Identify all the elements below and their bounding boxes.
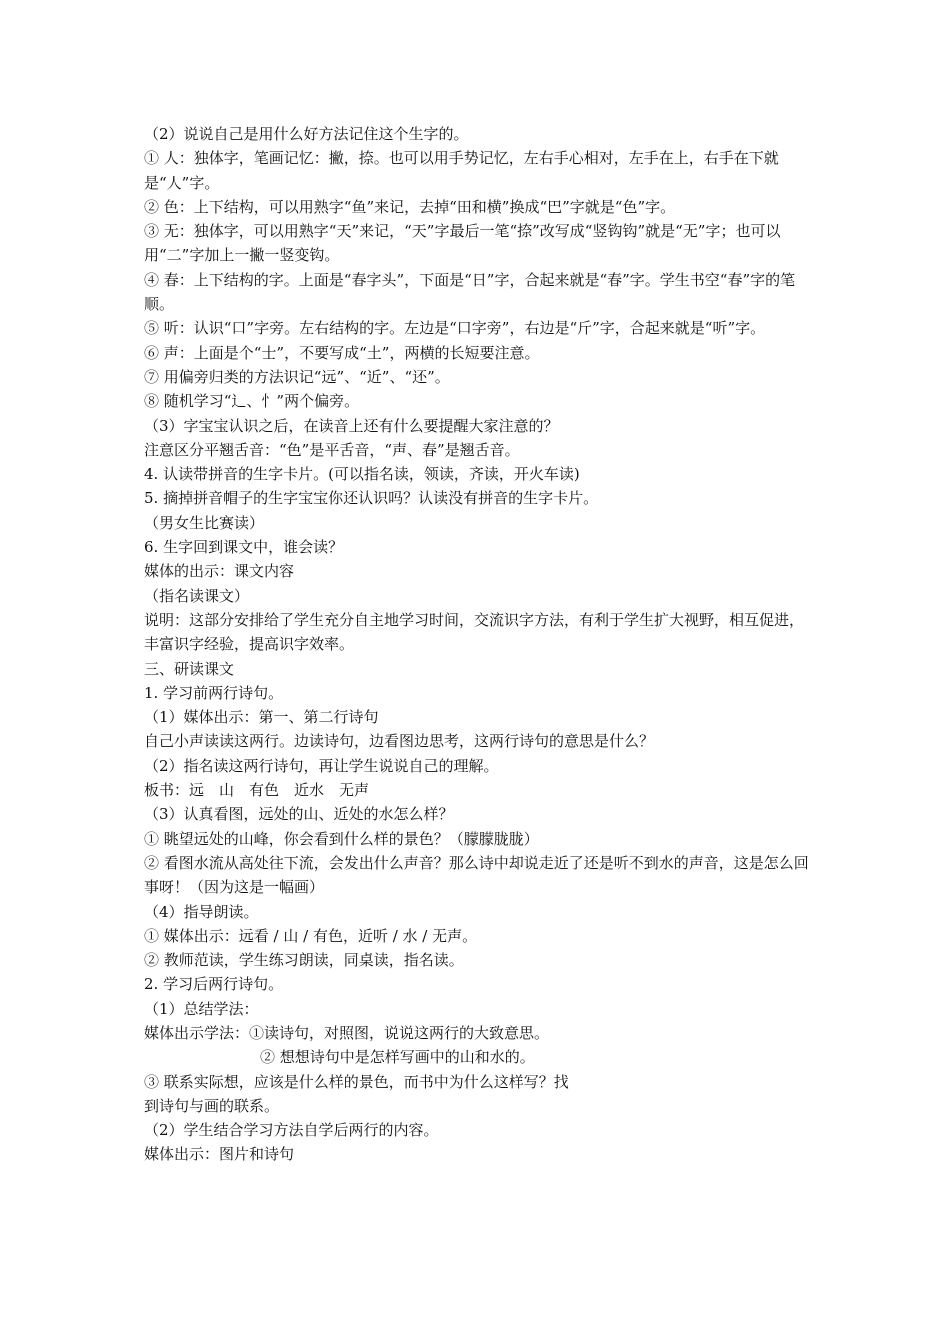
line-media-pictures: 媒体出示：图片和诗句 bbox=[144, 1145, 295, 1164]
line-guide-reading: （4）指导朗读。 bbox=[144, 902, 259, 921]
line-media-method-3-cont: 到诗句与画的联系。 bbox=[144, 1096, 280, 1115]
line-self-read: 自己小声读读这两行。边读诗句，边看图边思考，这两行诗句的意思是什么？ bbox=[144, 732, 655, 751]
line-water: ② 看图水流从高处往下流，会发出什么声音？那么诗中却说走近了还是听不到水的声音，这是怎么回事呀！（因为这是一幅画） bbox=[144, 853, 809, 897]
line-char-sheng: ⑥ 声：上面是个“士”，不要写成“土”，两横的长短要注意。 bbox=[144, 343, 540, 362]
line-explanation: 说明：这部分安排给了学生充分自主地学习时间，交流识字方法，有利于学生扩大视野，相互促进，丰富识字经验，提高识字效率。 bbox=[144, 610, 805, 654]
line-step-3-question: （3）字宝宝认识之后，在读音上还有什么要提醒大家注意的？ bbox=[144, 416, 559, 435]
line-radical-learn: ⑧ 随机学习“辶、忄”两个偏旁。 bbox=[144, 392, 360, 411]
line-step-6: 6. 生字回到课文中，谁会读？ bbox=[144, 538, 344, 557]
line-competition: （男女生比赛读） bbox=[144, 513, 265, 532]
line-self-study: （2）学生结合学习方法自学后两行的内容。 bbox=[144, 1121, 439, 1140]
line-media-method-1: 媒体出示学法：①读诗句，对照图，说说这两行的大致意思。 bbox=[144, 1023, 550, 1042]
line-radical-group: ⑦ 用偏旁归类的方法识记“远”、“近”、“还”。 bbox=[144, 367, 450, 386]
line-media-method-2: ② 想想诗句中是怎样写画中的山和水的。 bbox=[260, 1048, 535, 1067]
line-look-picture: （3）认真看图，远处的山、近处的水怎么样？ bbox=[144, 805, 454, 824]
line-teacher-model: ② 教师范读，学生练习朗读，同桌读，指名读。 bbox=[144, 951, 464, 970]
line-named-reading: （指名读课文） bbox=[144, 586, 250, 605]
line-media-text: 媒体的出示：课文内容 bbox=[144, 562, 295, 581]
line-step-5: 5. 摘掉拼音帽子的生字宝宝你还认识吗？认读没有拼音的生字卡片。 bbox=[144, 489, 599, 508]
document-body bbox=[144, 122, 809, 1167]
line-pronunciation-note: 注意区分平翘舌音：“色”是平舌音，“声、春”是翘舌音。 bbox=[144, 440, 520, 459]
line-part-1: 1. 学习前两行诗句。 bbox=[144, 683, 284, 702]
line-char-ren: ① 人：独体字，笔画记忆：撇，捺。也可以用手势记忆，左右手心相对，左手在上，右手在下就是“人”字。 bbox=[144, 149, 779, 192]
line-blackboard: 板书：远 山 有色 近水 无声 bbox=[144, 781, 370, 800]
line-media-rhythm: ① 媒体出示：远看 / 山 / 有色，近听 / 水 / 无声。 bbox=[144, 926, 478, 945]
line-media-lines-1-2: （1）媒体出示：第一、第二行诗句 bbox=[144, 708, 379, 727]
line-char-wu: ③ 无：独体字，可以用熟字“天”来记，“天”字最后一笔“捺”改写成“竖钩钩”就是“无”字；也可以用“二”字加上一撇一竖变钩。 bbox=[144, 222, 781, 265]
line-char-se: ② 色：上下结构，可以用熟字“鱼”来记，去掉“田和横”换成“巴”字就是“色”字。 bbox=[144, 197, 676, 216]
line-step-2-question: （2）说说自己是用什么好方法记住这个生字的。 bbox=[144, 125, 469, 143]
line-mountain: ① 眺望远处的山峰，你会看到什么样的景色？（朦朦胧胧） bbox=[144, 829, 539, 848]
line-named-read-lines: （2）指名读这两行诗句，再让学生说说自己的理解。 bbox=[144, 756, 499, 775]
line-part-2: 2. 学习后两行诗句。 bbox=[144, 975, 284, 994]
section-heading-3: 三、研读课文 bbox=[144, 659, 235, 678]
line-char-chun: ④ 春：上下结构的字。上面是“春字头”，下面是“日”字，合起来就是“春”字。学生书空“春”字的笔顺。 bbox=[144, 270, 796, 314]
line-media-method-3: ③ 联系实际想，应该是什么样的景色，而书中为什么这样写？找 bbox=[144, 1072, 569, 1091]
line-char-ting: ⑤ 听：认识“口”字旁。左右结构的字。左边是“口字旁”，右边是“斤”字，合起来就是“听”字。 bbox=[144, 319, 766, 338]
line-step-4: 4. 认读带拼音的生字卡片。(可以指名读，领读，齐读，开火车读) bbox=[144, 465, 580, 484]
line-summarize-method: （1）总结学法： bbox=[144, 999, 259, 1018]
